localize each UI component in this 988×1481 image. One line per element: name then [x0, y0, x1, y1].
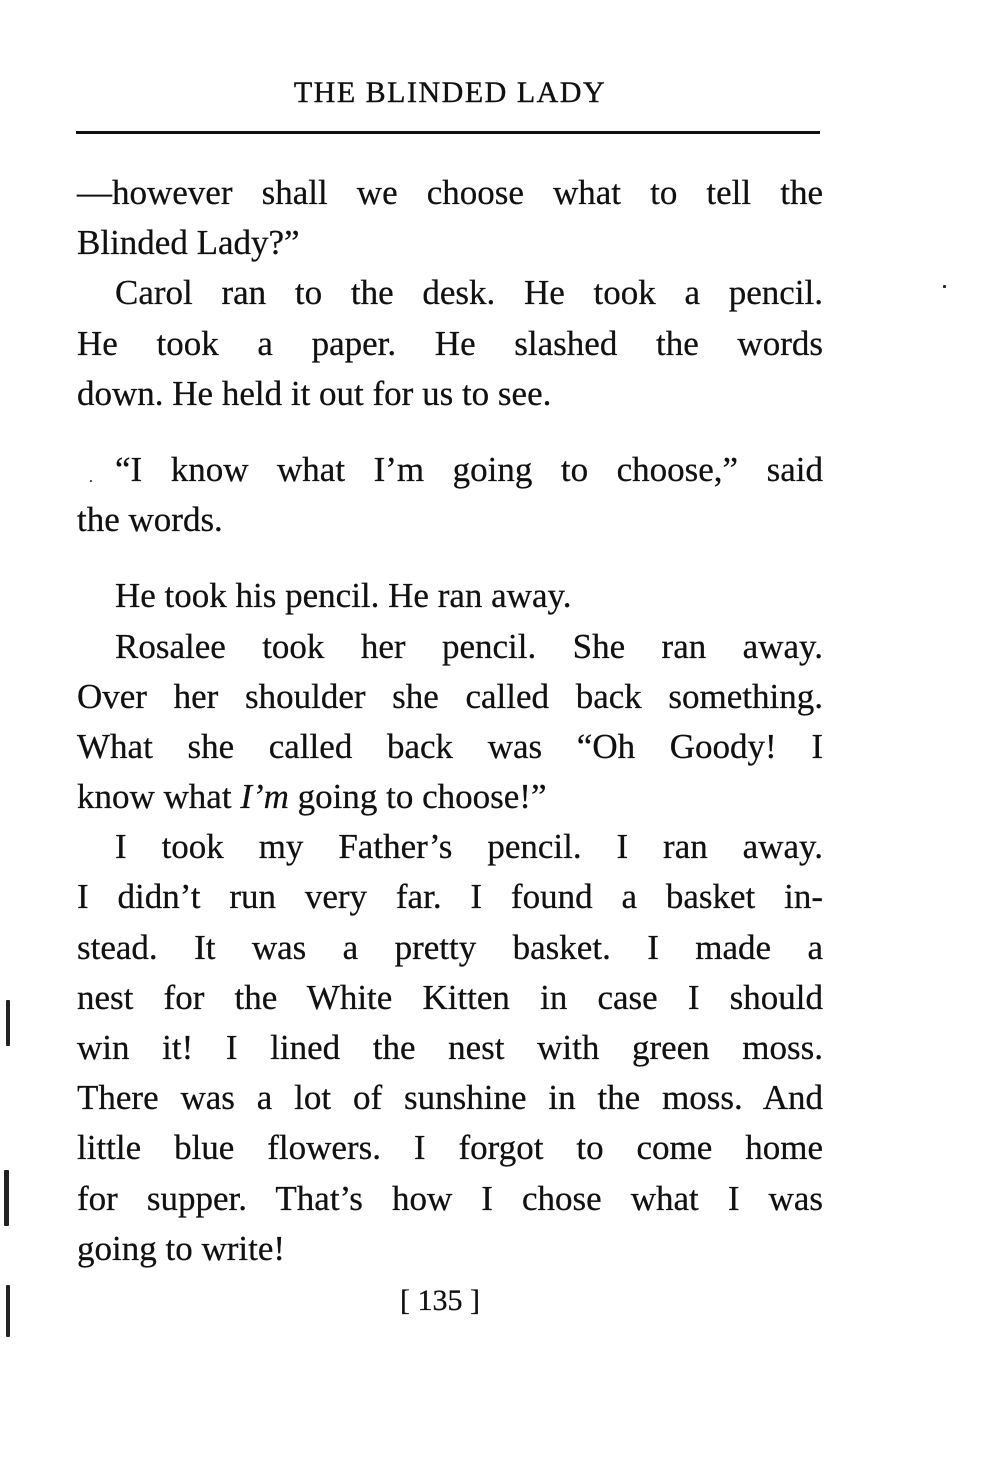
italic-emphasis: I’m: [240, 777, 289, 817]
scan-speck: [4, 1170, 9, 1226]
paragraph-gap: [77, 419, 823, 445]
text-line: going to write!: [77, 1228, 286, 1268]
paragraph-gap: [77, 545, 823, 571]
text-line: He took his pencil. He ran away.: [115, 576, 572, 616]
scan-speck: [943, 285, 946, 288]
text-line: nest for the White Kitten in case I should: [77, 977, 823, 1017]
text-line: the words.: [77, 500, 223, 540]
scan-speck: [6, 1285, 10, 1337]
text-line: stead. It was a pretty basket. I made a: [77, 927, 823, 967]
text-line: —however shall we choose what to tell the: [77, 173, 823, 212]
body-text: [77, 168, 823, 1274]
text-line: Blinded Lady?”: [77, 223, 300, 263]
text-line: down. He held it out for us to see.: [77, 373, 552, 413]
text-line: little blue flowers. I forgot to come home: [77, 1128, 823, 1168]
text-line: I took my Father’s pencil. I ran away.: [115, 827, 823, 867]
text-line: win it! I lined the nest with green moss.: [77, 1028, 823, 1067]
scan-speck: [6, 1000, 10, 1046]
running-head-title: THE BLINDED LADY: [293, 76, 607, 109]
text-run: going to choose!”: [288, 777, 547, 817]
page-number: [ 135 ]: [400, 1284, 480, 1317]
text-line: What she called back was “Oh Goody! I: [77, 726, 823, 766]
text-run: know what: [77, 777, 241, 817]
text-line-with-italic: [77, 772, 823, 822]
text-line: Carol ran to the desk. He took a pencil.: [115, 273, 823, 313]
text-line: I didn’t run very far. I found a basket in-: [77, 877, 823, 917]
text-line: There was a lot of sunshine in the moss. And: [77, 1078, 823, 1118]
header-rule: [76, 131, 820, 134]
text-line: Rosalee took her pencil. She ran away.: [115, 626, 823, 666]
text-line: “I know what I’m going to choose,” said: [115, 449, 823, 489]
text-line: Over her shoulder she called back something.: [77, 676, 823, 716]
scan-speck: [90, 480, 92, 482]
text-line: He took a paper. He slashed the words: [77, 323, 823, 363]
text-line: for supper. That’s how I chose what I was: [77, 1178, 823, 1218]
